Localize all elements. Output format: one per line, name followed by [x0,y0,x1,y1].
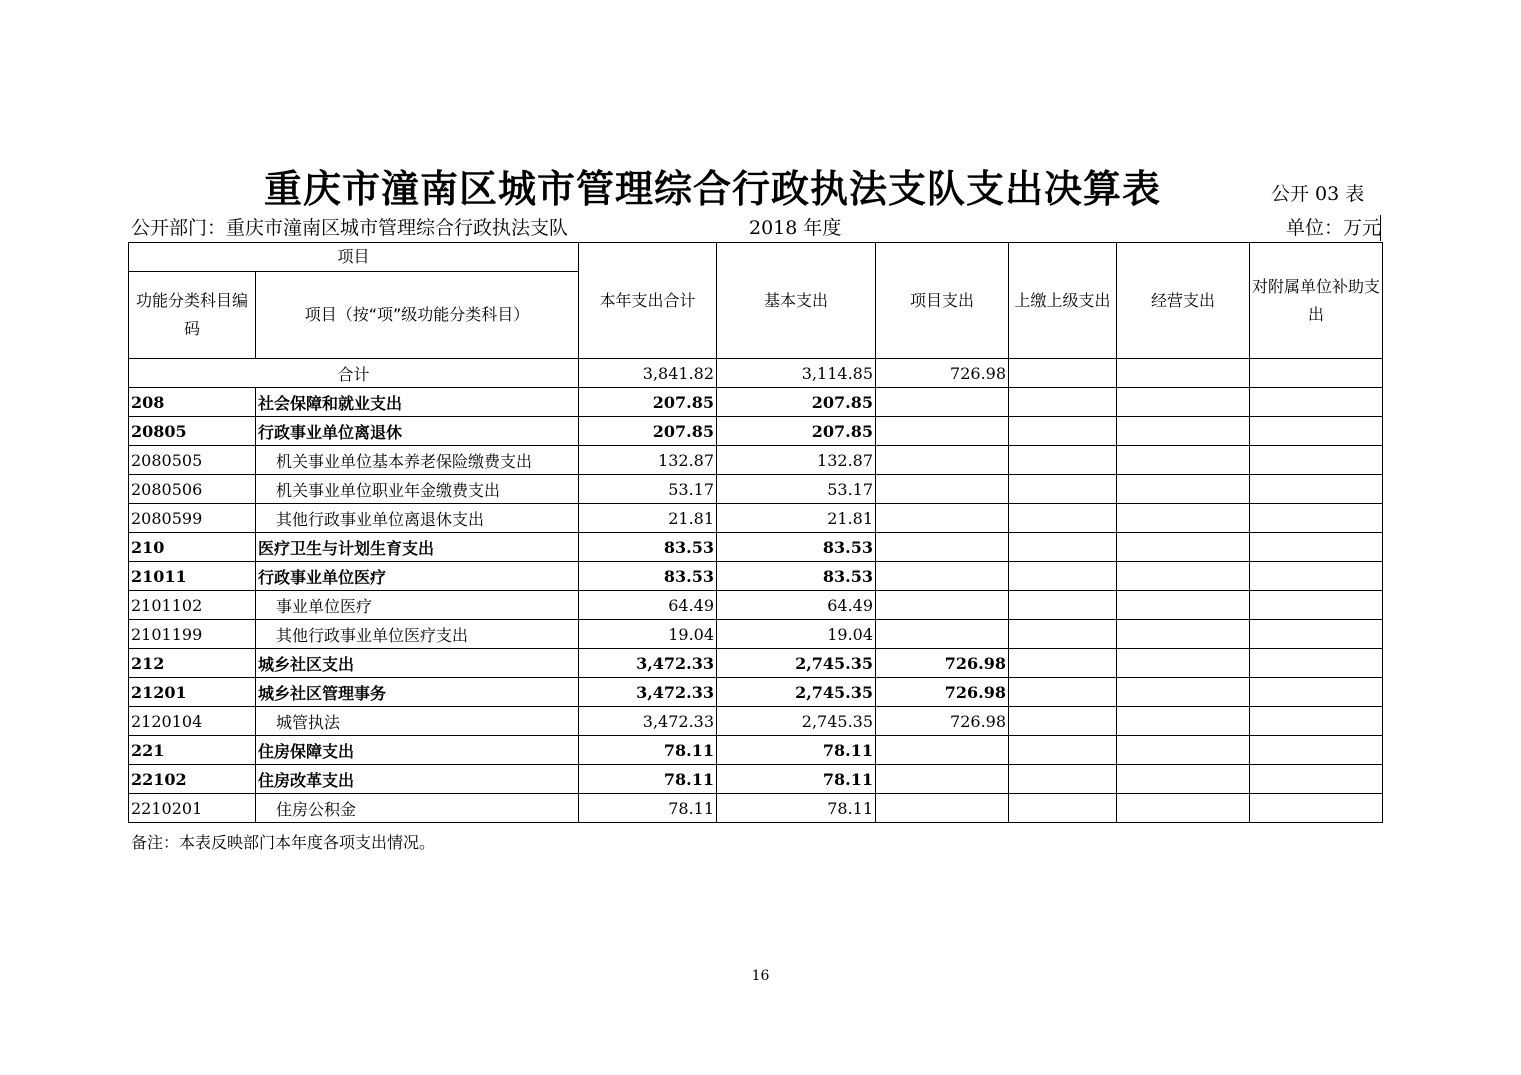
total-row [129,359,1383,388]
row-code: 2080505 [129,446,256,475]
row-name: 城管执法 [256,707,579,736]
header-subsidy: 对附属单位补助支出 [1250,243,1383,359]
row-basic: 78.11 [717,794,876,823]
row-name: 行政事业单位离退休 [256,417,579,446]
row-subsidy [1250,736,1383,765]
row-code: 208 [129,388,256,417]
row-basic: 19.04 [717,620,876,649]
row-subsidy [1250,475,1383,504]
table-row [129,533,1383,562]
row-project [876,794,1009,823]
row-code: 2080506 [129,475,256,504]
header-basic: 基本支出 [717,243,876,359]
total-project: 726.98 [876,359,1009,388]
table-row [129,417,1383,446]
row-project [876,620,1009,649]
row-basic: 78.11 [717,736,876,765]
row-subsidy [1250,562,1383,591]
row-upper [1009,475,1117,504]
row-total: 83.53 [579,562,717,591]
row-total: 3,472.33 [579,678,717,707]
row-basic: 83.53 [717,562,876,591]
row-basic: 207.85 [717,417,876,446]
row-name: 行政事业单位医疗 [256,562,579,591]
row-code: 22102 [129,765,256,794]
total-amount: 3,841.82 [579,359,717,388]
row-upper [1009,417,1117,446]
row-basic: 2,745.35 [717,707,876,736]
row-upper [1009,533,1117,562]
row-code: 2210201 [129,794,256,823]
table-row [129,678,1383,707]
row-project [876,562,1009,591]
department-label: 公开部门：重庆市潼南区城市管理综合行政执法支队 [131,217,569,239]
row-total: 3,472.33 [579,707,717,736]
row-name: 住房公积金 [256,794,579,823]
table-row [129,765,1383,794]
row-project [876,504,1009,533]
row-total: 53.17 [579,475,717,504]
row-upper [1009,794,1117,823]
row-basic: 53.17 [717,475,876,504]
row-code: 21201 [129,678,256,707]
row-total: 64.49 [579,591,717,620]
row-name: 城乡社区支出 [256,649,579,678]
row-basic: 21.81 [717,504,876,533]
total-business [1117,359,1250,388]
row-upper [1009,736,1117,765]
row-subsidy [1250,504,1383,533]
row-project [876,736,1009,765]
row-total: 78.11 [579,765,717,794]
table-row [129,649,1383,678]
table-row [129,446,1383,475]
row-project [876,591,1009,620]
row-total: 19.04 [579,620,717,649]
row-total: 207.85 [579,417,717,446]
row-basic: 132.87 [717,446,876,475]
row-name: 社会保障和就业支出 [256,388,579,417]
row-subsidy [1250,794,1383,823]
unit-label: 单位：万元 [1285,217,1381,239]
row-upper [1009,649,1117,678]
row-total: 83.53 [579,533,717,562]
row-upper [1009,707,1117,736]
row-name: 其他行政事业单位医疗支出 [256,620,579,649]
header-upper: 上缴上级支出 [1009,243,1117,359]
total-label: 合计 [129,359,579,388]
row-business [1117,533,1250,562]
row-name: 机关事业单位基本养老保险缴费支出 [256,446,579,475]
row-upper [1009,620,1117,649]
table-row [129,388,1383,417]
row-business [1117,591,1250,620]
row-subsidy [1250,533,1383,562]
meta-row [131,215,1381,241]
row-code: 212 [129,649,256,678]
row-subsidy [1250,388,1383,417]
row-project [876,475,1009,504]
row-project: 726.98 [876,678,1009,707]
row-code: 20805 [129,417,256,446]
row-project [876,533,1009,562]
total-subsidy [1250,359,1383,388]
row-project [876,388,1009,417]
row-code: 2101102 [129,591,256,620]
table-row [129,620,1383,649]
row-code: 2101199 [129,620,256,649]
row-subsidy [1250,446,1383,475]
total-upper [1009,359,1117,388]
row-upper [1009,504,1117,533]
fiscal-year: 2018 年度 [749,217,842,239]
row-name: 住房改革支出 [256,765,579,794]
row-code: 21011 [129,562,256,591]
table-row [129,707,1383,736]
row-subsidy [1250,765,1383,794]
row-upper [1009,388,1117,417]
row-name: 事业单位医疗 [256,591,579,620]
table-row [129,736,1383,765]
header-total: 本年支出合计 [579,243,717,359]
row-upper [1009,562,1117,591]
row-code: 2120104 [129,707,256,736]
header-item-group: 项目 [129,243,579,272]
row-upper [1009,678,1117,707]
row-basic: 78.11 [717,765,876,794]
row-business [1117,794,1250,823]
row-business [1117,620,1250,649]
row-upper [1009,765,1117,794]
row-code: 221 [129,736,256,765]
table-row [129,591,1383,620]
row-name: 医疗卫生与计划生育支出 [256,533,579,562]
row-business [1117,475,1250,504]
row-business [1117,446,1250,475]
row-basic: 83.53 [717,533,876,562]
row-project [876,446,1009,475]
row-total: 78.11 [579,736,717,765]
table-row [129,504,1383,533]
table-row [129,562,1383,591]
row-business [1117,736,1250,765]
row-project [876,765,1009,794]
total-basic: 3,114.85 [717,359,876,388]
header-code: 功能分类科目编码 [129,272,256,359]
header-project: 项目支出 [876,243,1009,359]
row-total: 207.85 [579,388,717,417]
row-total: 132.87 [579,446,717,475]
row-total: 21.81 [579,504,717,533]
row-name: 城乡社区管理事务 [256,678,579,707]
row-business [1117,417,1250,446]
row-business [1117,504,1250,533]
row-business [1117,562,1250,591]
row-subsidy [1250,707,1383,736]
row-subsidy [1250,678,1383,707]
table-row [129,475,1383,504]
table-number: 公开 03 表 [1271,183,1365,205]
row-name: 住房保障支出 [256,736,579,765]
row-subsidy [1250,620,1383,649]
row-basic: 2,745.35 [717,678,876,707]
header-business: 经营支出 [1117,243,1250,359]
row-basic: 64.49 [717,591,876,620]
expenditure-table [128,242,1383,823]
row-basic: 207.85 [717,388,876,417]
row-business [1117,388,1250,417]
row-project [876,417,1009,446]
row-project: 726.98 [876,649,1009,678]
row-business [1117,678,1250,707]
row-business [1117,765,1250,794]
row-subsidy [1250,591,1383,620]
row-business [1117,649,1250,678]
row-total: 78.11 [579,794,717,823]
row-subsidy [1250,417,1383,446]
row-basic: 2,745.35 [717,649,876,678]
table-row [129,794,1383,823]
row-code: 210 [129,533,256,562]
row-code: 2080599 [129,504,256,533]
row-business [1117,707,1250,736]
page-number: 16 [751,968,770,984]
row-subsidy [1250,649,1383,678]
row-name: 机关事业单位职业年金缴费支出 [256,475,579,504]
row-upper [1009,591,1117,620]
document-title: 重庆市潼南区城市管理综合行政执法支队支出决算表 [263,167,1161,211]
border-edge [1380,215,1381,241]
row-total: 3,472.33 [579,649,717,678]
row-upper [1009,446,1117,475]
table-note: 备注：本表反映部门本年度各项支出情况。 [131,833,436,852]
header-name: 项目（按“项”级功能分类科目） [256,272,579,359]
row-name: 其他行政事业单位离退休支出 [256,504,579,533]
row-project: 726.98 [876,707,1009,736]
